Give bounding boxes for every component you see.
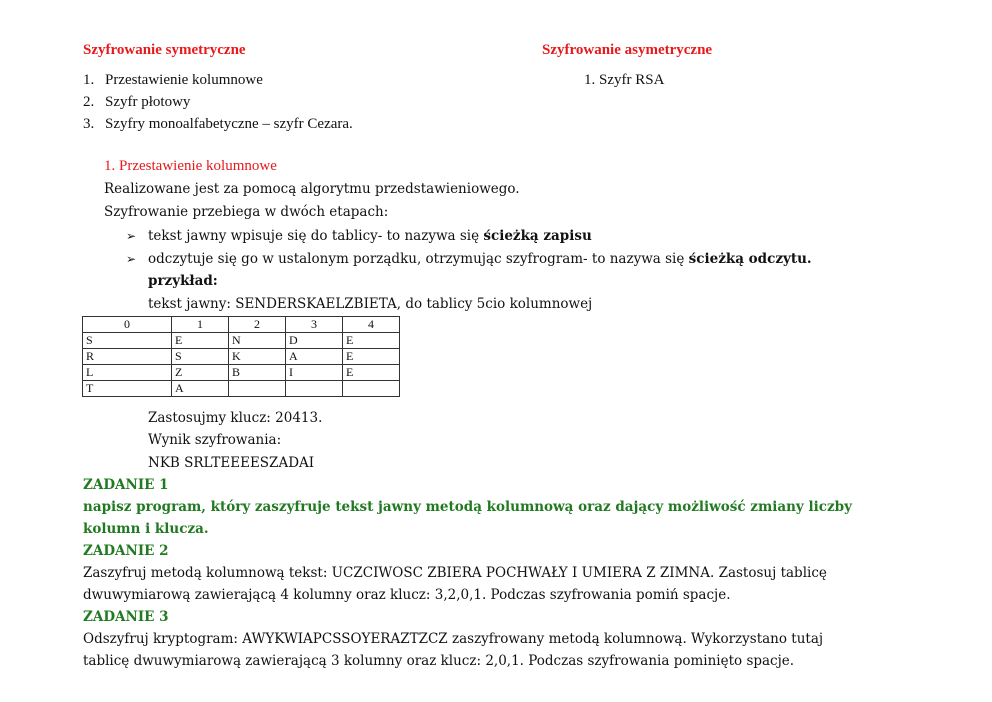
task-line: Zaszyfruj metodą kolumnową tekst: UCZCIWOSC ZBIERA POCHWAŁY I UMIERA Z ZIMNA. Zastosuj tablicę [83,565,827,581]
table-row [83,381,400,397]
table-cell [229,381,286,397]
table-cell: S [83,333,172,349]
table-cell [343,381,400,397]
table-cell: L [83,365,172,381]
list-item-text: Szyfry monoalfabetyczne – szyfr Cezara. [105,116,353,132]
table-cell: E [343,349,400,365]
section-title: 1. Przestawienie kolumnowe [104,158,277,174]
heading-symmetric: Szyfrowanie symetryczne [83,42,246,58]
table-cell: N [229,333,286,349]
table-cell [286,381,343,397]
table-header-cell: 4 [343,317,400,333]
key-line: Zastosujmy klucz: 20413. [148,410,323,426]
list-item [83,94,191,111]
section-line: Realizowane jest za pomocą algorytmu przedstawieniowego. [104,181,520,197]
list-item-number: 1. [83,72,95,88]
table-cell: A [172,381,229,397]
arrow-bullet-icon: ➢ [126,229,137,243]
list-item-text: Szyfr płotowy [105,94,191,110]
table-header-cell: 1 [172,317,229,333]
arrow-bullet-icon: ➢ [126,252,137,266]
task-title: ZADANIE 3 [83,609,169,625]
task-title: ZADANIE 2 [83,543,169,559]
table-cell: E [343,365,400,381]
bullet-item [126,228,592,244]
example-label: przykład: [148,273,218,289]
task-line: napisz program, który zaszyfruje tekst jawny metodą kolumnową oraz dający możliwość zmiany liczby [83,499,852,515]
bullet-text: odczytuje się go w ustalonym porządku, otrzymując szyfrogram- to nazywa się [148,251,689,267]
heading-asymmetric: Szyfrowanie asymetryczne [542,42,713,58]
table-cell: Z [172,365,229,381]
list-item-number: 3. [83,116,95,132]
list-item-number: 2. [83,94,95,110]
table-cell: A [286,349,343,365]
table-cell: I [286,365,343,381]
task-line: Odszyfruj kryptogram: AWYKWIAPCSSOYERAZTZCZ zaszyfrowany metodą kolumnową. Wykorzystano tutaj [83,631,824,647]
task-line: kolumn i klucza. [83,521,209,537]
table-header-row [83,317,400,333]
list-item [83,116,353,133]
task-line: tablicę dwuwymiarową zawierającą 3 kolumny oraz klucz: 2,0,1. Podczas szyfrowania pominięto spacje. [83,653,795,669]
list-item-text: Przestawienie kolumnowe [105,72,263,88]
task-line: dwuwymiarową zawierającą 4 kolumny oraz klucz: 3,2,0,1. Podczas szyfrowania pomiń spacje. [83,587,731,603]
example-text: tekst jawny: SENDERSKAELZBIETA, do tablicy 5cio kolumnowej [148,296,593,312]
table-header-cell: 0 [83,317,172,333]
list-item [83,72,263,89]
bullet-text: tekst jawny wpisuje się do tablicy- to nazywa się [148,228,484,244]
table-cell: R [83,349,172,365]
table-cell: T [83,381,172,397]
table-cell: K [229,349,286,365]
bullet-item [126,251,812,267]
table-cell: E [343,333,400,349]
result-value: NKB SRLTEEEESZADAI [148,455,315,471]
table-header-cell: 2 [229,317,286,333]
section-line: Szyfrowanie przebiega w dwóch etapach: [104,204,389,220]
table-cell: E [172,333,229,349]
table-cell: B [229,365,286,381]
cipher-table [82,316,400,397]
result-label: Wynik szyfrowania: [148,432,282,448]
table-cell: D [286,333,343,349]
table-row [83,365,400,381]
asymmetric-list-item: 1. Szyfr RSA [584,72,665,88]
bullet-bold-term: ścieżką zapisu [483,228,592,244]
table-row [83,349,400,365]
table-header-cell: 3 [286,317,343,333]
table-cell: S [172,349,229,365]
table-row [83,333,400,349]
bullet-bold-term: ścieżką odczytu. [688,251,812,267]
task-title: ZADANIE 1 [83,477,169,493]
